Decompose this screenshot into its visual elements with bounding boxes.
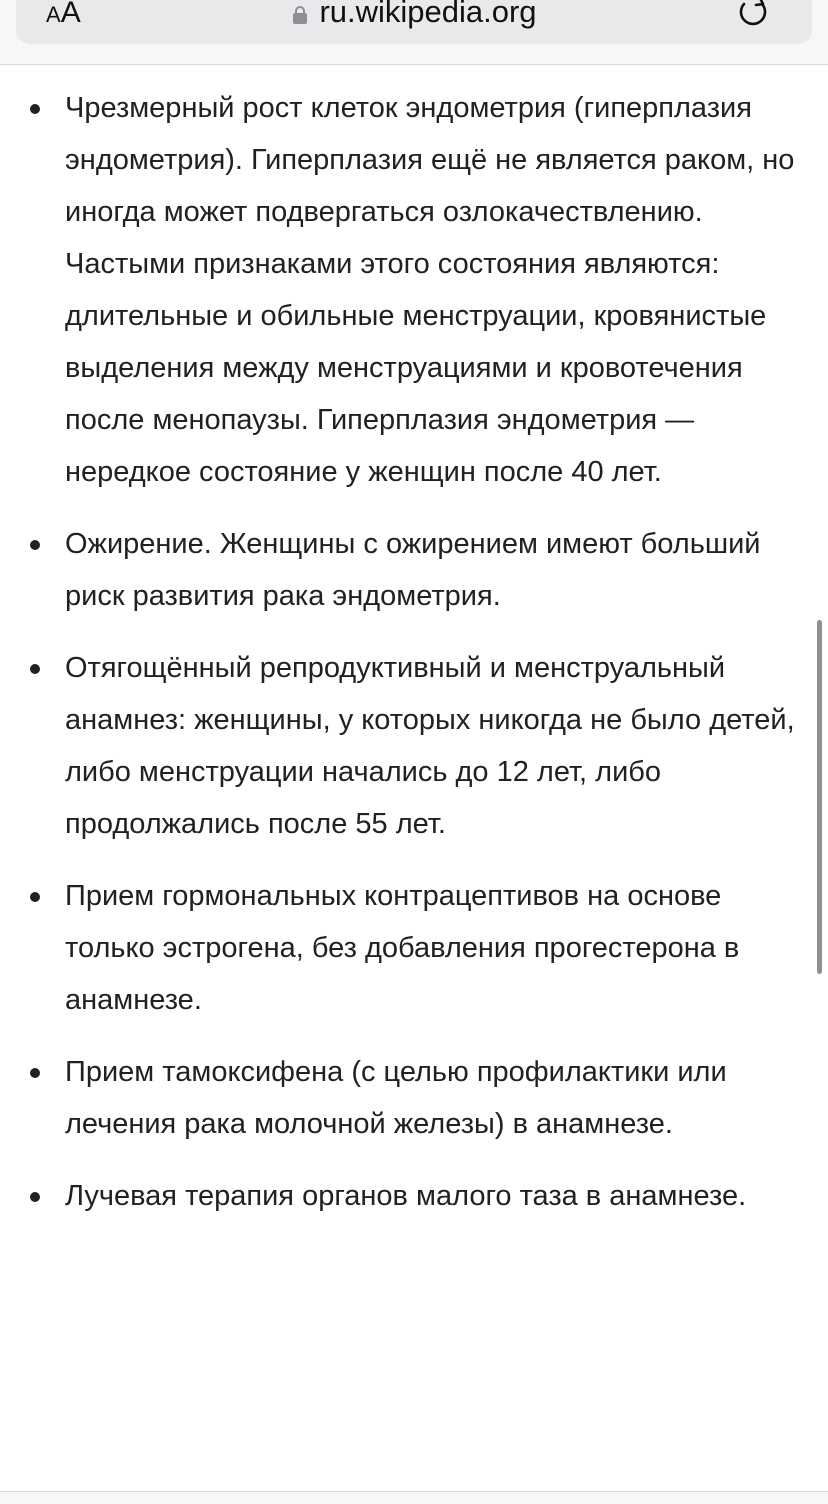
list-item: Лучевая терапия органов малого таза в анамнезе. xyxy=(0,1170,828,1222)
list-item: Отягощённый репродуктивный и менструальный анамнез: женщины, у которых никогда не было детей, либо менструации начались до 12 лет, либо продолжались после 55 лет. xyxy=(0,642,828,850)
aa-big-label: A xyxy=(60,0,81,29)
url-field-container[interactable] xyxy=(16,0,812,44)
risk-factors-list xyxy=(0,82,828,1242)
url-display[interactable] xyxy=(16,0,812,30)
list-item: Прием гормональных контрацептивов на основе только эстрогена, без добавления прогестерона в анамнезе. xyxy=(0,870,828,1026)
lock-icon xyxy=(291,6,309,24)
article-content xyxy=(0,64,828,1492)
list-item: Чрезмерный рост клеток эндометрия (гиперплазия эндометрия). Гиперплазия ещё не является раком, но иногда может подвергаться озлокачествлению. Частыми признаками этого состояния являются: длительные и обильные менструации, кровянистые выделения между менструациями и кровотечения после менопаузы. Гиперплазия эндометрия — нередкое состояние у женщин после 40 лет. xyxy=(0,82,828,498)
safari-address-bar xyxy=(0,0,828,65)
bottom-toolbar-edge xyxy=(0,1491,828,1504)
list-item: Ожирение. Женщины с ожирением имеют больший риск развития рака эндометрия. xyxy=(0,518,828,622)
reload-icon[interactable] xyxy=(736,0,768,26)
list-item: Прием тамоксифена (с целью профилактики или лечения рака молочной железы) в анамнезе. xyxy=(0,1046,828,1150)
vertical-scrollbar[interactable] xyxy=(817,620,822,974)
aa-small-label: A xyxy=(46,2,61,27)
url-text[interactable]: ru.wikipedia.org xyxy=(319,0,537,29)
